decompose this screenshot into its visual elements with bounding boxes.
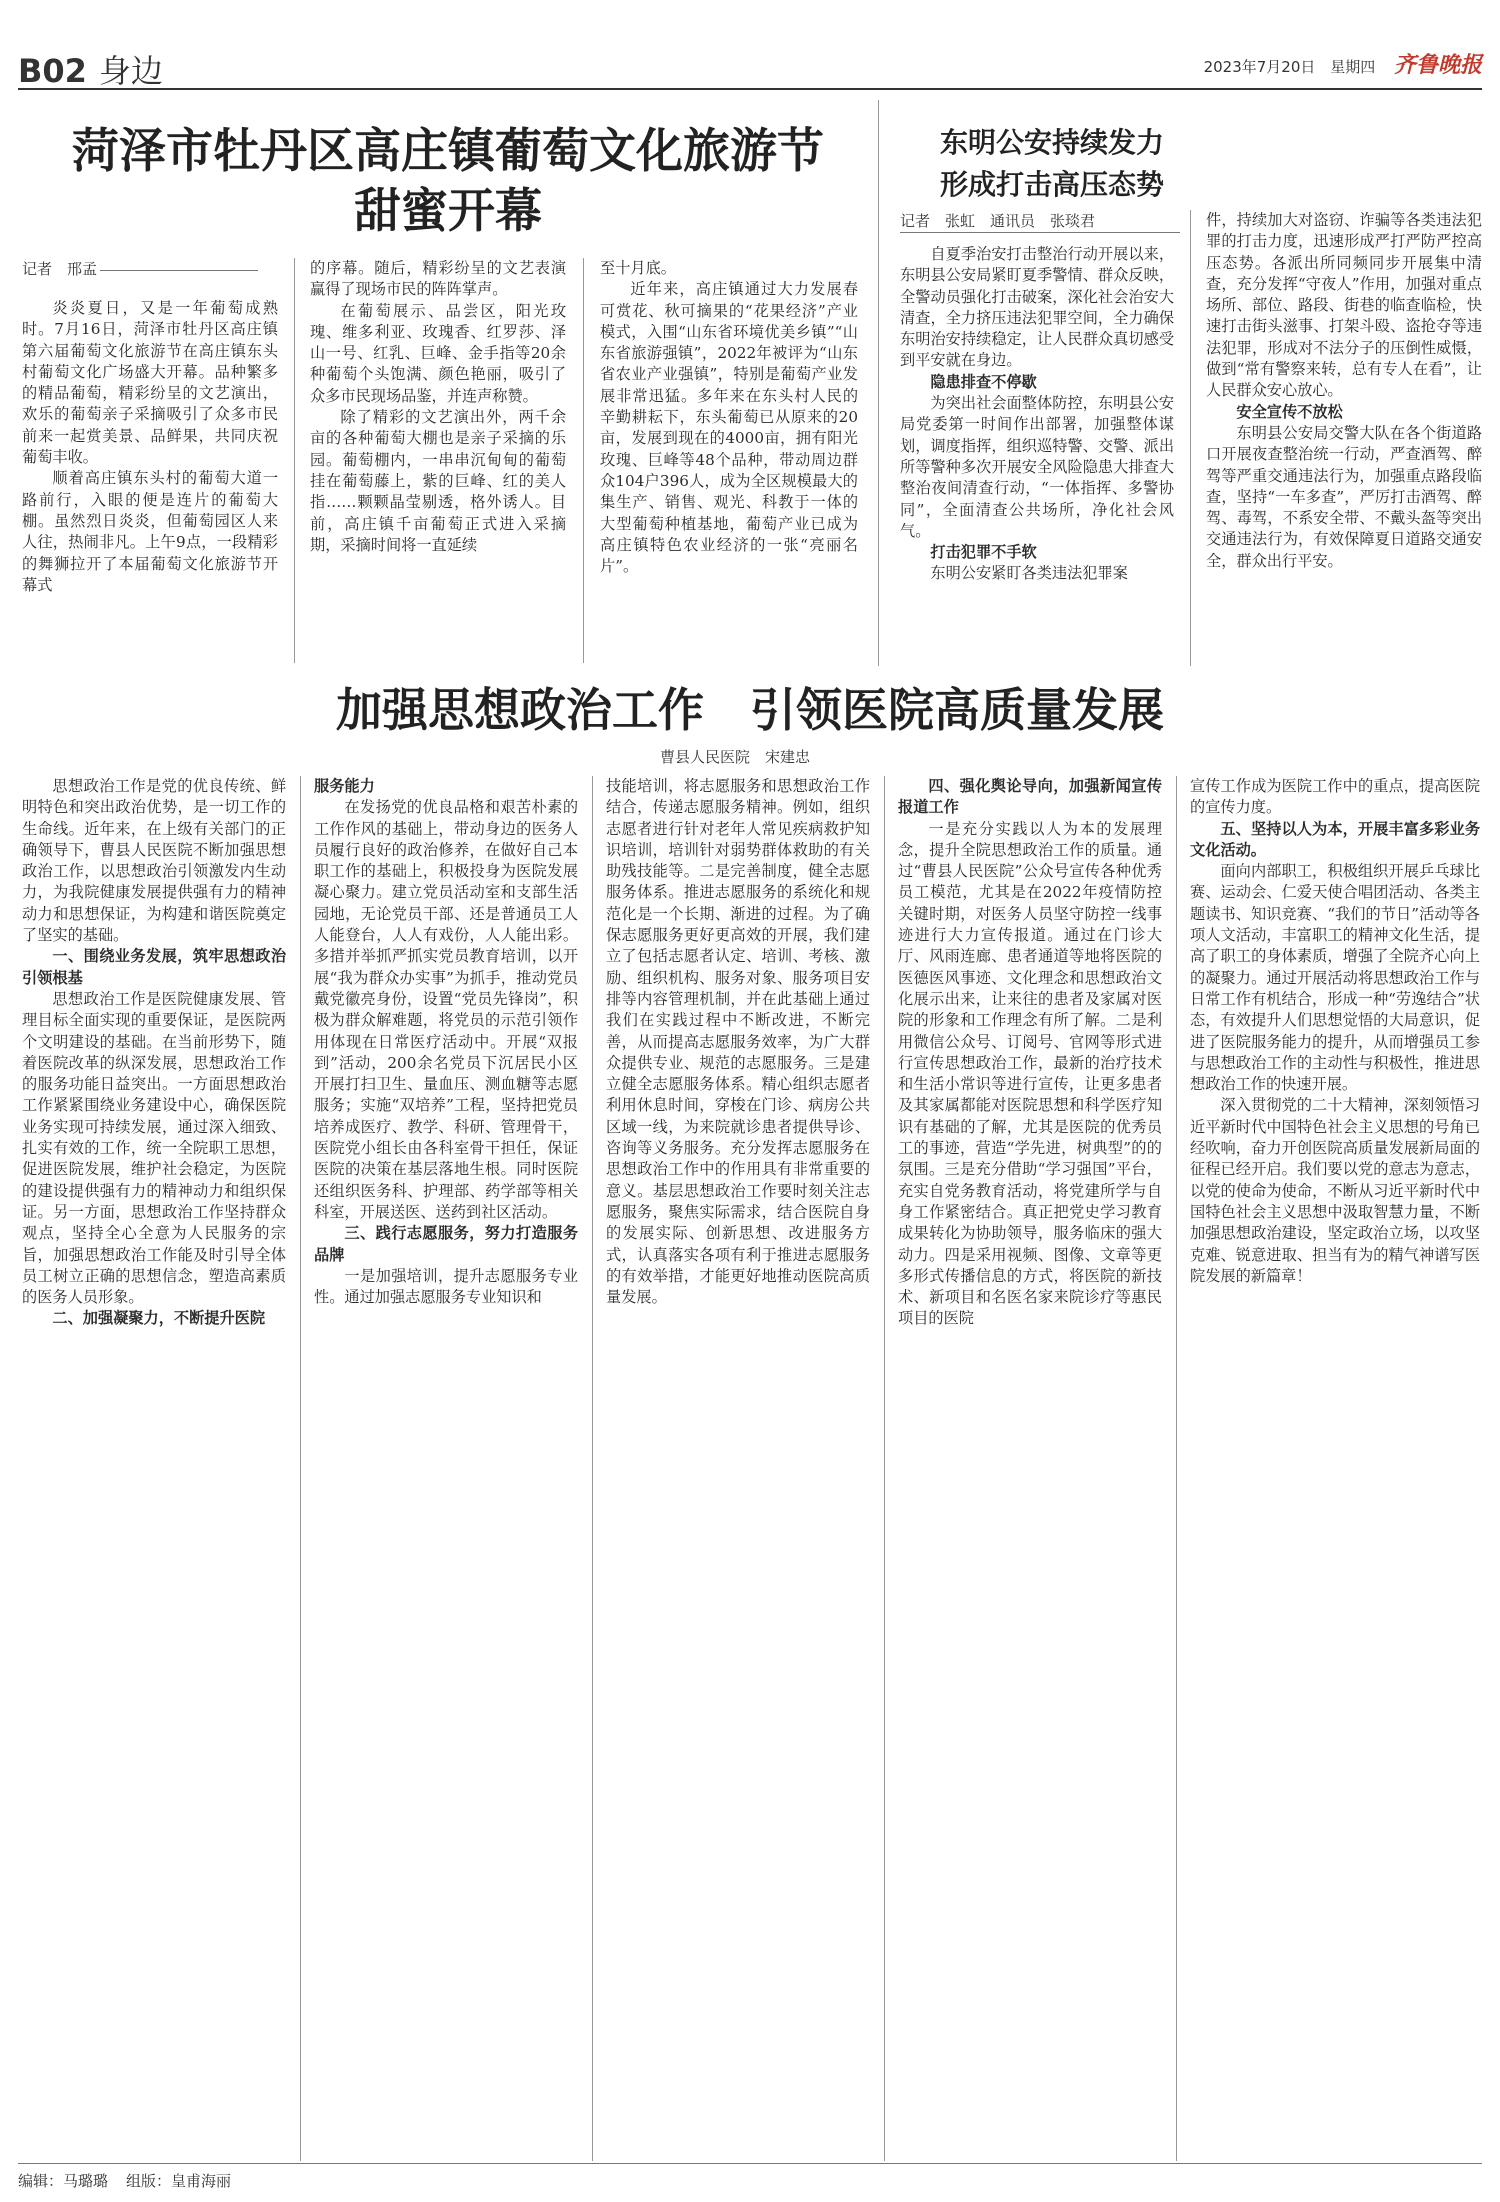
article3-subheading: 三、践行志愿服务，努力打造服务品牌 bbox=[314, 1224, 578, 1264]
article3-subheading: 服务能力 bbox=[314, 777, 375, 795]
article1-title-line1: 菏泽市牡丹区高庄镇葡萄文化旅游节 bbox=[72, 124, 824, 179]
article1-column-3 bbox=[600, 258, 858, 666]
column-divider bbox=[1190, 210, 1191, 666]
issue-weekday: 星期四 bbox=[1330, 58, 1376, 76]
article2-byline: 记者 张虹 通讯员 张琰君 bbox=[900, 212, 1096, 230]
column-divider bbox=[1176, 776, 1177, 2161]
column-divider bbox=[583, 258, 584, 663]
article2-subheading: 安全宣传不放松 bbox=[1236, 402, 1343, 421]
article1-byline: 记者 邢孟 bbox=[22, 260, 98, 278]
article2-title-line1: 东明公安持续发力 bbox=[940, 126, 1165, 159]
article3-subheading: 一、围绕业务发展，筑牢思想政治引领根基 bbox=[22, 947, 286, 987]
article3-paragraph: 技能培训，将志愿服务和思想政治工作结合，传递志愿服务精神。例如，组织志愿者进行针对老年人常见疾病救护知识培训，培训针对弱势群体救助的有关助残技能等。二是完善制度，健全志愿服务体系。推进志愿服务的系统化和规范化是一个长期、渐进的过程。为了确保志愿服务更好更高效的开展，我们建立了包括志愿者认定、培训、考核、激励、组织机构、服务对象、服务项目安排等内容管理机制，并在此基础上通过我们在实践过程中不断改进，不断完善，从而提高志愿服务效率，为广大群众提供专业、规范的志愿服务。三是建立健全志愿服务体系。精心组织志愿者利用休息时间，穿梭在门诊、病房公共区域一线，为来院就诊患者提供导诊、咨询等义务服务。充分发挥志愿服务在思想政治工作中的作用具有非常重要的意义。基层思想政治工作要时刻关注志愿服务，聚焦实际需求，结合医院自身的发展实际、创新思想、改进服务方式，认真落实各项有利于推进志愿服务的有效举措，才能更好地推动医院高质量发展。 bbox=[606, 777, 870, 1307]
article2-byline-rule bbox=[900, 232, 1180, 233]
article2-headline bbox=[940, 122, 1400, 206]
editor-credit: 编辑：马璐璐 bbox=[18, 2172, 109, 2190]
article3-byline: 曹县人民医院 宋建忠 bbox=[660, 748, 811, 766]
article2-subheading: 打击犯罪不手软 bbox=[930, 543, 1037, 562]
article1-paragraph: 炎炎夏日，又是一年葡萄成熟时。7月16日，菏泽市牡丹区高庄镇第六届葡萄文化旅游节在高庄镇东头村葡萄文化广场盛大开幕。品种繁多的精品葡萄，精彩纷呈的文艺演出，欢乐的葡萄亲子采摘吸引了众多市民前来一起赏美景、品鲜果，共同庆祝葡萄丰收。 bbox=[22, 299, 278, 467]
article3-subheading: 五、坚持以人为本，开展丰富多彩业务文化活动。 bbox=[1190, 819, 1480, 859]
article3-column-1 bbox=[22, 776, 286, 2161]
page-header-right bbox=[1204, 48, 1482, 79]
article1-headline bbox=[18, 122, 878, 242]
article2-column-2 bbox=[1206, 210, 1482, 666]
article3-column-4 bbox=[898, 776, 1162, 2161]
article2-paragraph: 件，持续加大对盗窃、诈骗等各类违法犯罪的打击力度，迅速形成严打严防严控高压态势。各派出所同频同步开展集中清查，充分发挥“守夜人”作用，加强对重点场所、部位、路段、街巷的临查临检，快速打击街头滋事、打架斗殴、盗抢夺等违法犯罪，形成对不法分子的压倒性威慑，做到“常有警察来转，总有专人在看”，让人民群众安心放心。 bbox=[1206, 211, 1482, 400]
article3-paragraph: 面向内部职工，积极组织开展乒乓球比赛、运动会、仁爱天使合唱团活动、各类主题读书、知识竞赛、“我们的节日”活动等各项人文活动，丰富职工的精神文化生活，提高了职工的身体素质，增强了全院齐心向上的凝聚力。通过开展活动将思想政治工作与日常工作有机结合，形成一种“劳逸结合”状态，有效提升人们思想觉悟的大局意识，促进了医院服务能力的提升，从而增强员工参与思想政治工作的主动性与积极性，推进思想政治工作的快速开展。 bbox=[1190, 862, 1480, 1094]
page-header-left bbox=[18, 46, 163, 92]
article1-paragraph: 除了精彩的文艺演出外，两千余亩的各种葡萄大棚也是亲子采摘的乐园。葡萄棚内，一串串沉甸甸的葡萄挂在葡萄藤上，紫的巨峰、红的美人指……颗颗晶莹剔透，格外诱人。目前，高庄镇千亩葡萄正式进入采摘期，采摘时间将一直延续 bbox=[310, 408, 566, 554]
article1-title-line2: 甜蜜开幕 bbox=[354, 184, 542, 239]
article1-column-1 bbox=[22, 298, 278, 666]
page-code: B02 bbox=[18, 52, 87, 90]
column-divider bbox=[592, 776, 593, 2161]
article3-subheading: 四、强化舆论导向，加强新闻宣传报道工作 bbox=[898, 777, 1162, 817]
article3-column-5 bbox=[1190, 776, 1480, 2161]
article3-paragraph: 一是充分实践以人为本的发展理念，提升全院思想政治工作的质量。通过“曹县人民医院”公众号宣传各种优秀员工模范，尤其是在2022年疫情防控关键时期，对医务人员坚守防控一线事迹进行大力宣传报道。通过在门诊大厅、风雨连廊、患者通道等地将医院的医德医风事迹、文化理念和思想政治文化展示出来，让来往的患者及家属对医院的形象和工作理念有所了解。二是利用微信公众号、订阅号、官网等形式进行宣传思想政治工作，最新的治疗技术和生活小常识等进行宣传，让更多患者及其家属都能对医院思想和科学医疗知识有基础的了解，尤其是医院的优秀员工的事迹，营造“学先进，树典型”的的氛围。三是充分借助“学习强国”平台，充实自党务教育活动，将党建所学与自身工作紧密结合。真正把党史学习教育成果转化为协助领导，服务临床的强大动力。四是采用视频、图像、文章等更多形式传播信息的方式，将医院的新技术、新项目和名医名家来院诊疗等惠民项目的医院 bbox=[898, 819, 1162, 1328]
layout-credit: 组版：皇甫海丽 bbox=[126, 2172, 232, 2190]
article1-paragraph: 至十月底。 bbox=[600, 259, 676, 277]
article2-column-1 bbox=[900, 244, 1174, 666]
issue-date: 2023年7月20日 bbox=[1203, 58, 1316, 76]
article3-column-3 bbox=[606, 776, 870, 2161]
article1-paragraph: 在葡萄展示、品尝区，阳光玫瑰、维多利亚、玫瑰香、红罗莎、泽山一号、红乳、巨峰、金手指等20余种葡萄个头饱满、颜色艳丽，吸引了众多市民现场品鉴，并连声称赞。 bbox=[310, 301, 566, 405]
newspaper-logo: 齐鲁晚报 bbox=[1393, 52, 1482, 78]
article1-paragraph: 的序幕。随后，精彩纷呈的文艺表演赢得了现场市民的阵阵掌声。 bbox=[310, 259, 566, 299]
article2-title-line2: 形成打击高压态势 bbox=[940, 168, 1165, 201]
column-divider bbox=[300, 776, 301, 2161]
article3-paragraph: 宣传工作成为医院工作中的重点，提高医院的宣传力度。 bbox=[1190, 777, 1480, 817]
article2-paragraph: 东明公安紧盯各类违法犯罪案 bbox=[930, 564, 1128, 583]
header-divider bbox=[18, 88, 1482, 90]
section-name: 身边 bbox=[98, 52, 163, 90]
article3-paragraph: 在发扬党的优良品格和艰苦朴素的工作作风的基础上，带动身边的医务人员履行良好的政治修养，在做好自己本职工作的基础上，积极投身为医院发展凝心聚力。建立党员活动室和支部生活园地，无论党员干部、还是普通员工人人能登台，人人有戏份，人人能出彩。多措并举抓严抓实党员教育培训，以开展“我为群众办实事”为抓手，推动党员戴党徽亮身份，设置“党员先锋岗”，积极为群众解难题，将党员的示范引领作用体现在日常医疗活动中。开展“双报到”活动，200余名党员下沉居民小区开展打扫卫生、量血压、测血糖等志愿服务；实施“双培养”工程，坚持把党员培养成医疗、教学、科研、管理骨干，医院党小组长由各科室骨干担任，保证医院的决策在基层落地生根。同时医院还组织医务科、护理部、药学部等相关科室，开展送医、送药到社区活动。 bbox=[314, 798, 578, 1221]
article3-subheading: 二、加强凝聚力，不断提升医院 bbox=[52, 1309, 266, 1328]
article3-paragraph: 思想政治工作是党的优良传统、鲜明特色和突出政治优势，是一切工作的生命线。近年来，在上级有关部门的正确领导下，曹县人民医院不断加强思想政治工作，以思想政治引领激发内生动力，为我院健康发展提供强有力的精神动力和思想保证，为构建和谐医院奠定了坚实的基础。 bbox=[22, 777, 286, 945]
page-footer bbox=[18, 2170, 231, 2191]
column-divider bbox=[884, 776, 885, 2161]
article2-paragraph: 东明县公安局交警大队在各个街道路口开展夜查整治统一行动，严查酒驾、醉驾等严重交通违法行为，加强重点路段临查，坚持“一车多查”，严厉打击酒驾、醉驾、毒驾，不系安全带、不戴头盔等突出交通违法行为，有效保障夏日道路交通安全，群众出行平安。 bbox=[1206, 423, 1482, 570]
article1-paragraph: 近年来，高庄镇通过大力发展春可赏花、秋可摘果的“花果经济”产业模式，入围“山东省环境优美乡镇”“山东省旅游强镇”，2022年被评为“山东省农业产业强镇”，特别是葡萄产业发展非常迅猛。多年来在东头村人民的辛勤耕耘下，东头葡萄已从原来的20亩，发展到现在的4000亩，拥有阳光玫瑰、巨峰等48个品种，带动周边群众104户396人，成为全区规模最大的集生产、销售、观光、科教于一体的大型葡萄种植基地，葡萄产业已成为高庄镇特色农业经济的一张“亮丽名片”。 bbox=[600, 280, 858, 576]
article3-paragraph: 深入贯彻党的二十大精神，深刻领悟习近平新时代中国特色社会主义思想的号角已经吹响，奋力开创医院高质量发展新局面的征程已经开启。我们要以党的意志为意志，以党的使命为使命，不断从习近平新时代中国特色社会主义思想中汲取智慧力量，不断加强思想政治建设，坚定政治立场，以攻坚克难、锐意进取、担当有为的精气神谱写医院发展的新篇章！ bbox=[1190, 1096, 1480, 1285]
article-divider bbox=[878, 100, 879, 666]
article2-paragraph: 为突出社会面整体防控，东明县公安局党委第一时间作出部署，加强整体谋划，调度指挥，组织巡特警、交警、派出所等警种多次开展安全风险隐患大排查大整治夜间清查行动，“一体指挥、多警协同”，全面清查公共场所，净化社会风气。 bbox=[900, 394, 1174, 540]
article2-paragraph: 自夏季治安打击整治行动开展以来，东明县公安局紧盯夏季警情、群众反映，全警动员强化打击破案，深化社会治安大清查，全力挤压违法犯罪空间，全力确保东明治安持续稳定，让人民群众真切感受到平安就在身边。 bbox=[900, 245, 1174, 370]
article1-column-2 bbox=[310, 258, 566, 666]
article3-column-2 bbox=[314, 776, 578, 2161]
article1-byline-rule bbox=[100, 270, 258, 271]
article3-paragraph: 思想政治工作是医院健康发展、管理目标全面实现的重要保证，是医院两个文明建设的基础。在当前形势下，随着医院改革的纵深发展，思想政治工作的服务功能日益突出。一方面思想政治工作紧紧围绕业务建设中心，确保医院业务实现可持续发展，通过深入细致、扎实有效的工作，统一全院职工思想，促进医院发展，维护社会稳定，为医院的建设提供强有力的精神动力和组织保证。另一方面，思想政治工作坚持群众观点，坚持全心全意为人民服务的宗旨，加强思想政治工作能及时引导全体员工树立正确的思想信念，塑造高素质的医务人员形象。 bbox=[22, 989, 286, 1307]
column-divider bbox=[294, 258, 295, 663]
article3-paragraph: 一是加强培训，提升志愿服务专业性。通过加强志愿服务专业知识和 bbox=[314, 1266, 578, 1307]
article3-headline: 加强思想政治工作 引领医院高质量发展 bbox=[336, 683, 1164, 737]
article1-paragraph: 顺着高庄镇东头村的葡萄大道一路前行，入眼的便是连片的葡萄大棚。虽然烈日炎炎，但葡萄园区人来人往，热闹非凡。上午9点，一段精彩的舞狮拉开了本届葡萄文化旅游节开幕式 bbox=[22, 469, 278, 594]
article2-subheading: 隐患排查不停歇 bbox=[930, 372, 1037, 391]
footer-divider bbox=[18, 2163, 1482, 2164]
